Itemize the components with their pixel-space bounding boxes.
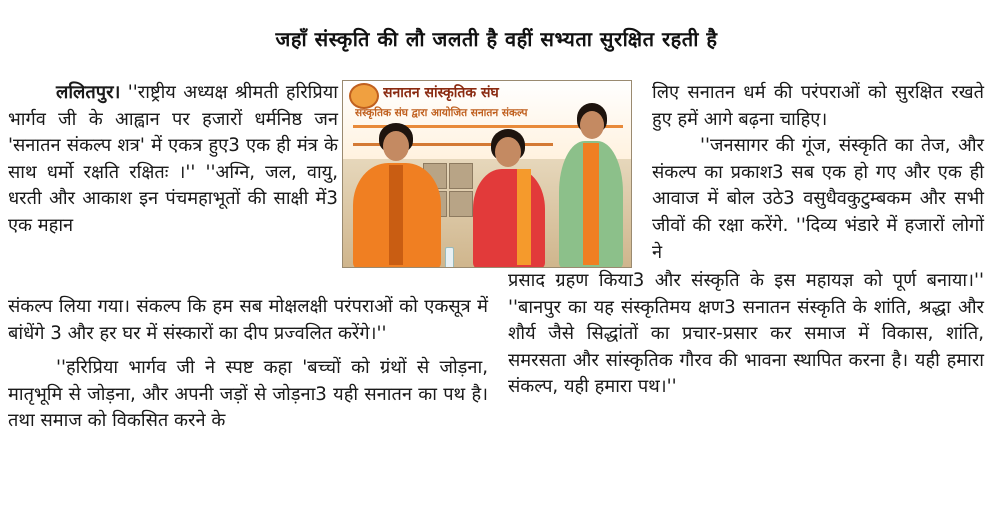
article-paragraph: लिए सनातन धर्म की परंपराओं को सुरक्षित रखते हुए हमें आगे बढ़ना चाहिए। — [652, 82, 984, 130]
headline: जहाँ संस्कृति की लौ जलती है वहीं सभ्यता सुरक्षित रहती है — [275, 27, 718, 51]
article-paragraph: संकल्प लिया गया। संकल्प कि हम सब मोक्षलक्षी परंपराओं को एकसूत्र में बांधेंगे 3 और हर घर में संस्कारों का दीप प्रज्वलित करेंगे।'' — [8, 296, 488, 344]
event-photo — [342, 80, 632, 268]
article-column-left-bottom — [8, 294, 488, 435]
article-text: ''राष्ट्रीय अध्यक्ष श्रीमती हरिप्रिया भार्गव जी के आह्वान पर हजारों धर्मनिष्ठ जन 'सनातन संकल्प शत्र' में एकत्र हुए3 एक ही मंत्र के साथ धर्मो रक्षति रक्षितः ।'' ''अग्नि, जल, वायु, धरती और आकाश इन पंचमहाभूतों की साक्षी में3 एक महान — [8, 82, 338, 236]
dateline: ललितपुर। — [56, 82, 121, 103]
article-paragraph: ''हरिप्रिया भार्गव जी ने स्पष्ट कहा 'बच्चों को ग्रंथों से जोड़ना, मातृभूमि से जोड़ना, और अपनी जड़ों से जोड़ना3 यही सनातन का पथ है। तथा समाज को विकसित करने के — [8, 357, 488, 432]
person-figure — [551, 103, 629, 268]
article-column-left-top — [8, 80, 338, 240]
person-figure — [349, 121, 449, 268]
person-figure — [467, 129, 551, 268]
article-column-right-top — [652, 80, 984, 266]
article-column-right-bottom — [508, 268, 984, 401]
photo-banner-subtitle: संस्कृतिक संघ द्वारा आयोजित सनातन संकल्प — [355, 107, 528, 119]
photo-banner-title: सनातन सांस्कृतिक संघ — [383, 85, 499, 101]
article-paragraph — [8, 80, 338, 240]
article-paragraph: प्रसाद ग्रहण किया3 और संस्कृति के इस महायज्ञ को पूर्ण बनाया।'' ''बानपुर का यह संस्कृतिमय क्षण3 सनातन संस्कृति के शांति, श्रद्धा और शौर्य जैसे सिद्धांतों का प्रचार-प्रसार कर समाज में विकास, शांति, समरसता और सांस्कृतिक गौरव की भावना स्थापित करना है। यही हमारा संकल्प, यही हमारा पथ।'' — [508, 270, 984, 398]
article-paragraph: ''जनसागर की गूंज, संस्कृति का तेज, और संकल्प का प्रकाश3 सब एक हो गए और एक ही आवाज में बोल उठे3 वसुधैवकुटुम्बकम और सभी जीवों की रक्षा करेंगे. ''दिव्य भंडारे में हजारों लोगों ने — [652, 135, 984, 263]
